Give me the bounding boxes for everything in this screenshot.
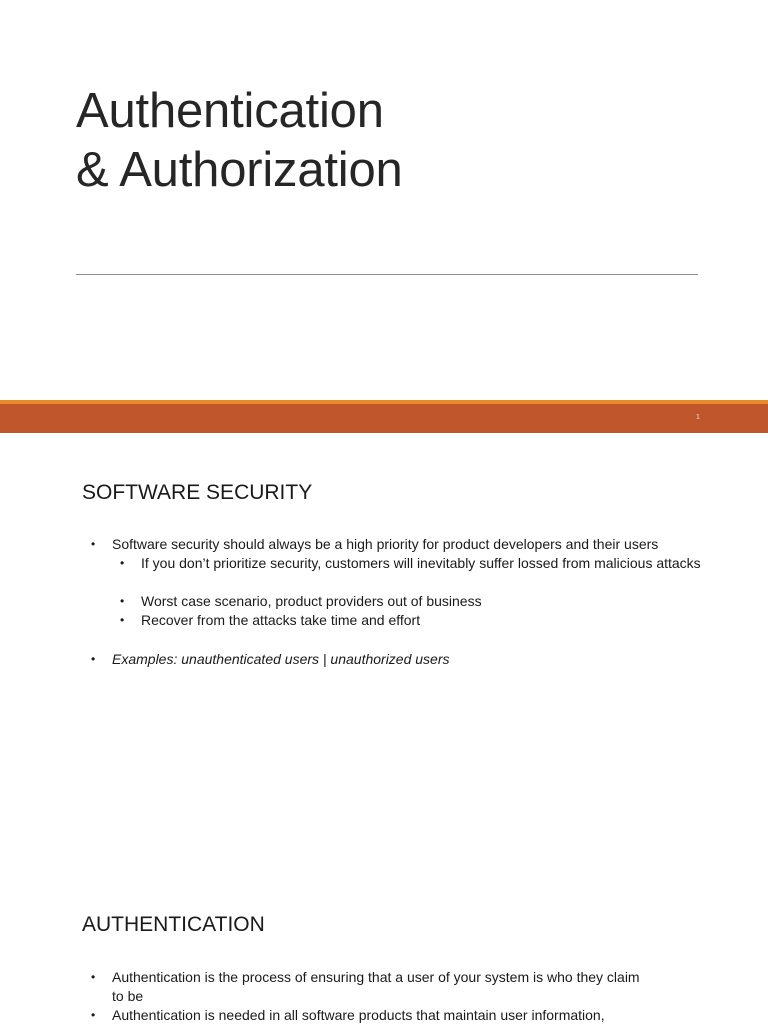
bullet-dot-icon: • <box>120 613 125 627</box>
bullet-dot-icon: • <box>120 556 125 570</box>
bullet-item <box>91 1006 672 1024</box>
title-line-2: & Authorization <box>76 143 403 197</box>
sub-bullet-item <box>120 592 701 611</box>
bullet-text: Examples: unauthenticated users | unauthorized users <box>112 651 450 667</box>
title-slide <box>0 0 768 400</box>
authentication-heading: AUTHENTICATION <box>82 913 265 936</box>
bullet-text: Authentication is needed in all software products that maintain user information, <box>112 1007 605 1023</box>
title-line-1: Authentication <box>76 84 384 138</box>
bullet-text: Worst case scenario, product providers out of business <box>141 593 482 609</box>
bullet-text: Recover from the attacks take time and effort <box>141 612 421 628</box>
bullet-dot-icon: • <box>91 970 96 984</box>
bullet-text: Software security should always be a high priority for product developers and their users <box>112 536 659 552</box>
bullet-dot-icon: • <box>91 537 96 551</box>
bullet-item <box>91 968 652 1006</box>
software-security-heading: SOFTWARE SECURITY <box>82 481 313 504</box>
bullet-item <box>91 650 702 669</box>
title-divider <box>76 274 698 275</box>
accent-footer-bar <box>0 404 768 433</box>
bullet-dot-icon: • <box>91 652 96 666</box>
sub-bullet-item <box>120 611 701 630</box>
sub-bullet-item <box>120 554 701 573</box>
bullet-text: If you don’t prioritize security, customers will inevitably suffer lossed from malicious attacks <box>141 555 701 571</box>
bullet-item <box>91 535 702 554</box>
slide-number: 1 <box>696 414 700 421</box>
bullet-dot-icon: • <box>120 594 125 608</box>
bullet-dot-icon: • <box>91 1008 96 1022</box>
bullet-text: Authentication is the process of ensuring that a user of your system is who they claim to be <box>112 969 640 1004</box>
